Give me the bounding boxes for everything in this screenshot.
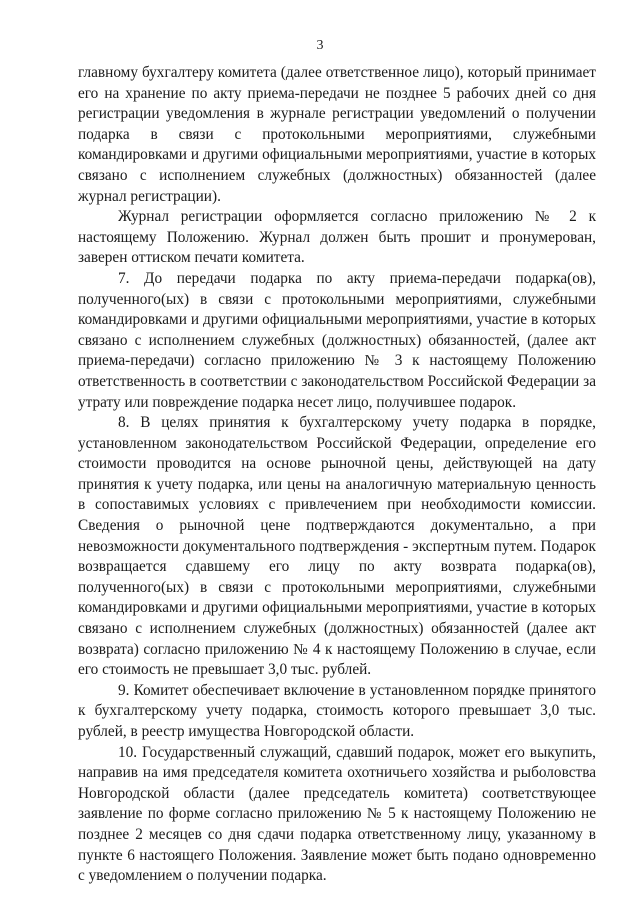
paragraph-item-7: 7. До передачи подарка по акту приема-передачи подарка(ов), полученного(ых) в связи с протокольными мероприятиями, служебными командировками и другими официальными мероприятиями, участие в которых связано с исполнением служебных (должностных) обязанностей, (далее акт приема-передачи) согласно приложению № 3 к настоящему Положению ответственность в соответствии с законодательством Российской Федерации за утрату или повреждение подарка несет лицо, получившее подарок. xyxy=(78,269,596,411)
paragraph-item-10: 10. Государственный служащий, сдавший подарок, может его выкупить, направив на имя председателя комитета охотничьего хозяйства и рыболовства Новгородской области (далее председатель комитета) соответствующее заявление по форме согласно приложению № 5 к настоящему Положению не позднее 2 месяцев со дня сдачи подарка ответственному лицу, указанному в пункте 6 настоящего Положения. Заявление может быть подано одновременно с уведомлением о получении подарка. xyxy=(78,743,596,885)
document-body xyxy=(78,63,596,887)
paragraph-item-8: 8. В целях принятия к бухгалтерскому учету подарка в порядке, установленном законодательством Российской Федерации, определение его стоимости проводится на основе рыночной цены, действующей на дату принятия к учету подарка, или цены на аналогичную материальную ценность в сопоставимых условиях с привлечением при необходимости комиссии. Сведения о рыночной цене подтверждаются документально, а при невозможности документального подтверждения - экспертным путем. Подарок возвращается сдавшему его лицу по акту возврата подарка(ов), полученного(ых) в связи с протокольными мероприятиями, служебными командировками и другими официальными мероприятиями, участие в которых связано с исполнением служебных (должностных) обязанностей (далее акт возврата) согласно приложению № 4 к настоящему Положению в случае, если его стоимость не превышает 3,0 тыс. рублей. xyxy=(78,414,596,679)
paragraph-journal-registration: Журнал регистрации оформляется согласно приложению № 2 к настоящему Положению. Журнал должен быть прошит и пронумерован, заверен оттиском печати комитета. xyxy=(78,208,596,267)
paragraph-item-9: 9. Комитет обеспечивает включение в установленном порядке принятого к бухгалтерскому учету подарка, стоимость которого превышает 3,0 тыс. рублей, в реестр имущества Новгородской области. xyxy=(78,681,596,740)
paragraph-continuation: главному бухгалтеру комитета (далее ответственное лицо), который принимает его на хранение по акту приема-передачи не позднее 5 рабочих дней со дня регистрации уведомления в журнале регистрации уведомлений о получении подарка в связи с протокольными мероприятиями, служебными командировками и другими официальными мероприятиями, участие в которых связано с исполнением служебных (должностных) обязанностей (далее журнал регистрации). xyxy=(78,64,596,205)
page-number: 3 xyxy=(316,38,324,53)
